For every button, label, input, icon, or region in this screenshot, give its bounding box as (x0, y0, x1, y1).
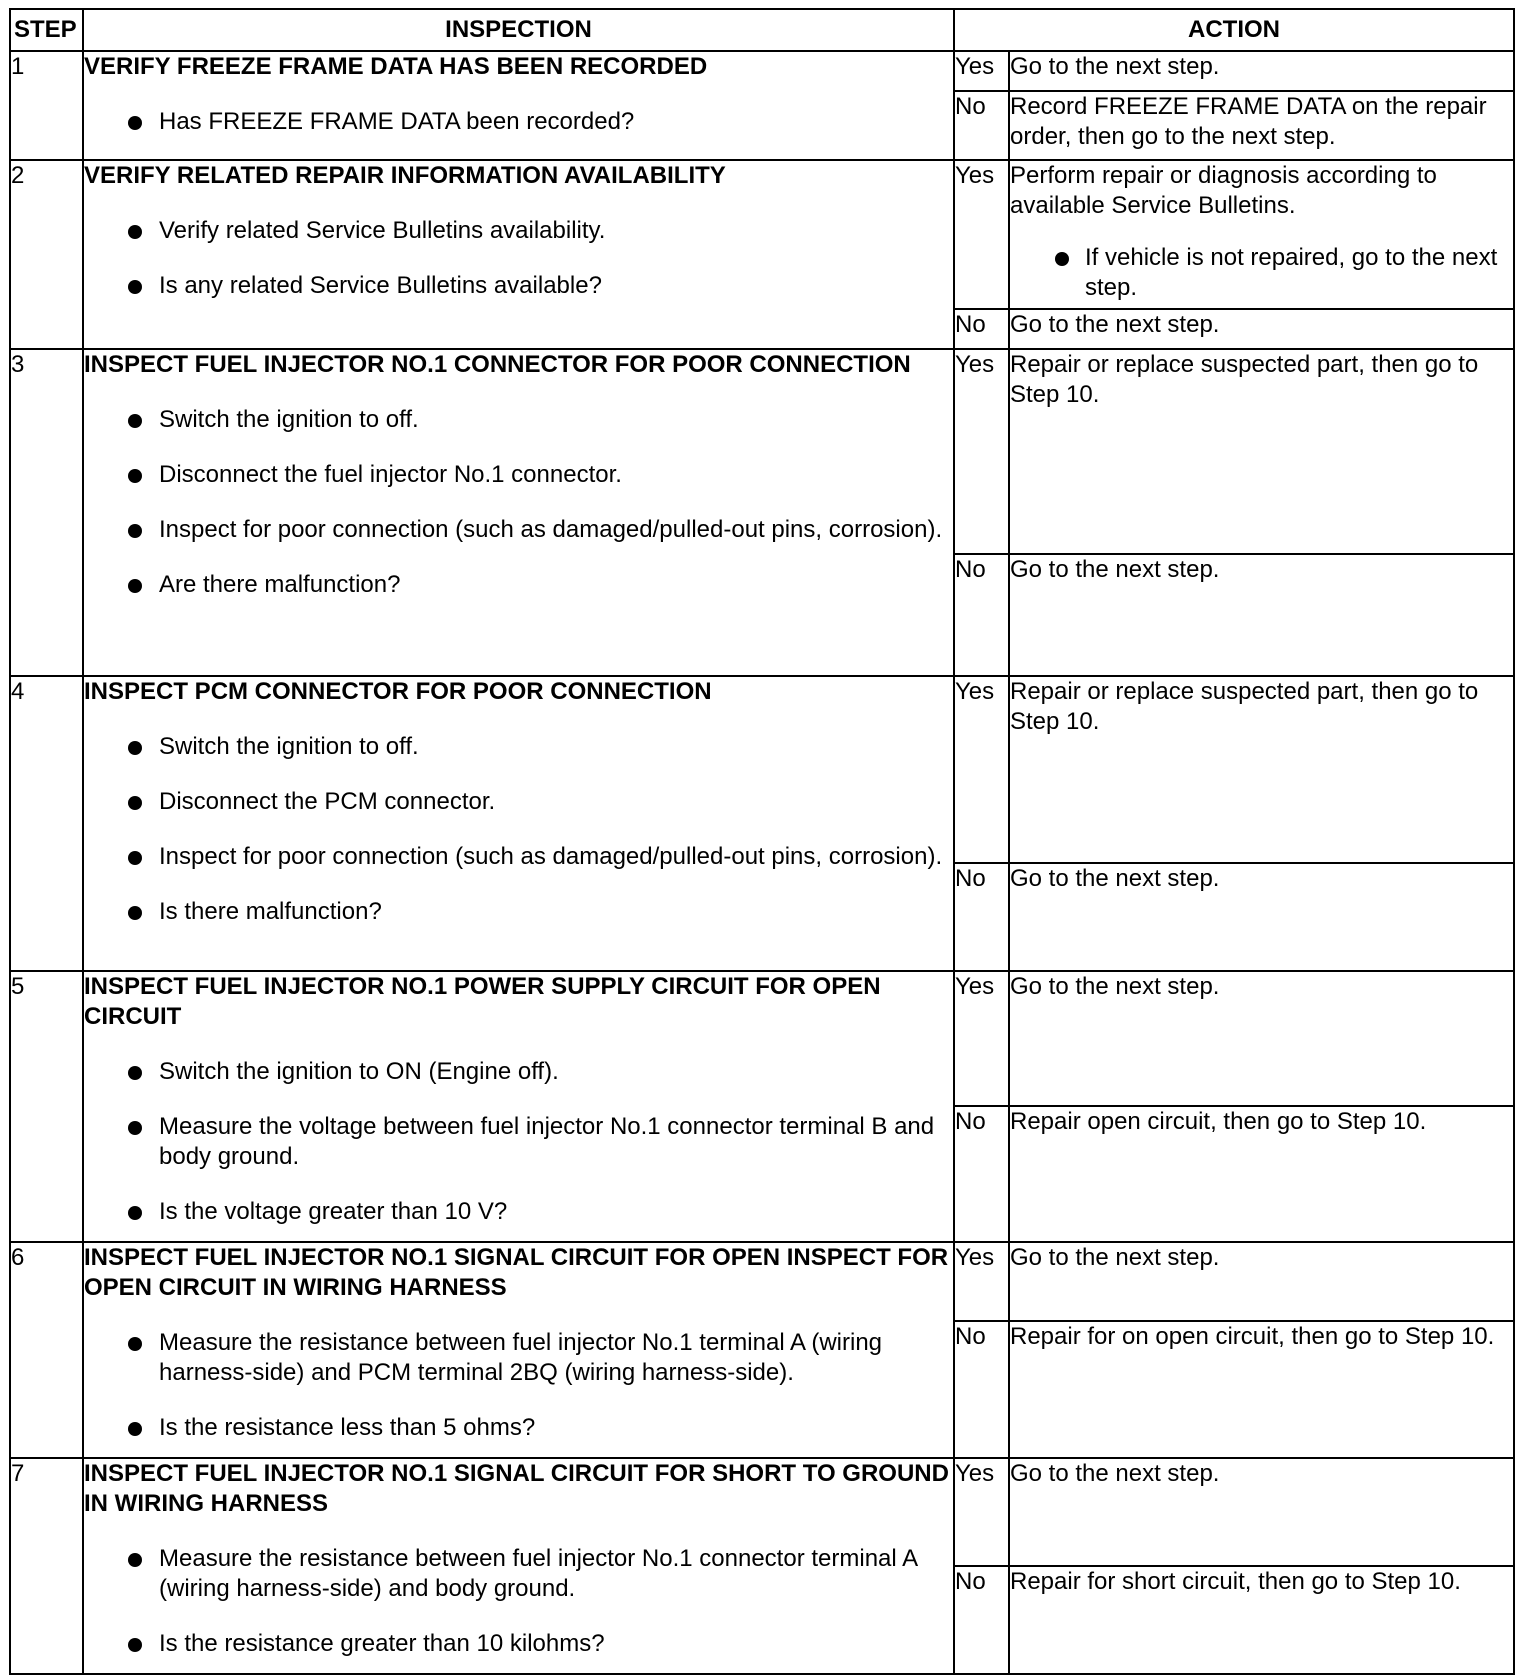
step-number: 5 (10, 971, 83, 1242)
no-label: No (954, 863, 1009, 971)
inspection-title: INSPECT FUEL INJECTOR NO.1 SIGNAL CIRCUIT FOR OPEN INSPECT FOR OPEN CIRCUIT IN WIRING HARNESS (84, 1243, 949, 1301)
yes-action: Go to the next step. (1009, 1458, 1514, 1566)
inspection-bullet: Is the resistance less than 5 ohms? (84, 1413, 953, 1443)
inspection-title: INSPECT FUEL INJECTOR NO.1 CONNECTOR FOR POOR CONNECTION (84, 350, 911, 378)
inspection-bullet: Is there malfunction? (84, 897, 953, 927)
inspection-column-header: INSPECTION (83, 9, 954, 51)
no-action: Record FREEZE FRAME DATA on the repair order, then go to the next step. (1009, 91, 1514, 160)
no-action: Repair for on open circuit, then go to Step 10. (1009, 1321, 1514, 1457)
inspection-title: INSPECT FUEL INJECTOR NO.1 POWER SUPPLY CIRCUIT FOR OPEN CIRCUIT (84, 973, 881, 1031)
step-row-yes (10, 51, 1514, 91)
inspection-title: INSPECT PCM CONNECTOR FOR POOR CONNECTION (84, 678, 712, 706)
step-row-yes (10, 1458, 1514, 1566)
header-row (10, 9, 1514, 51)
no-action: Go to the next step. (1009, 554, 1514, 676)
step-number: 4 (10, 676, 83, 971)
inspection-bullet: Measure the voltage between fuel injector No.1 connector terminal B and body ground. (84, 1112, 953, 1172)
yes-action: Repair or replace suspected part, then go to Step 10. (1009, 676, 1514, 863)
step-row-yes (10, 160, 1514, 308)
yes-label: Yes (954, 676, 1009, 863)
inspection-bullet: Measure the resistance between fuel injector No.1 terminal A (wiring harness-side) and PCM terminal 2BQ (wiring harness-side). (84, 1328, 953, 1388)
yes-action: Go to the next step. (1009, 1242, 1514, 1322)
yes-action-cell (1009, 160, 1514, 308)
no-action: Repair for short circuit, then go to Step 10. (1009, 1566, 1514, 1674)
inspection-bullet: Switch the ignition to off. (84, 405, 953, 435)
step-number: 2 (10, 160, 83, 349)
inspection-bullet: Inspect for poor connection (such as damaged/pulled-out pins, corrosion). (84, 515, 953, 545)
no-action: Go to the next step. (1009, 309, 1514, 349)
inspection-bullet: Verify related Service Bulletins availability. (84, 216, 953, 246)
no-label: No (954, 309, 1009, 349)
no-label: No (954, 1106, 1009, 1241)
step-number: 7 (10, 1458, 83, 1674)
yes-label: Yes (954, 349, 1009, 554)
step-column-header: STEP (10, 9, 83, 51)
inspection-bullet: Has FREEZE FRAME DATA been recorded? (84, 107, 953, 137)
inspection-cell (83, 1242, 954, 1458)
step-row-yes (10, 971, 1514, 1106)
yes-label: Yes (954, 1458, 1009, 1566)
step-row-yes (10, 349, 1514, 554)
action-bullet: If vehicle is not repaired, go to the next step. (1010, 243, 1513, 303)
yes-label: Yes (954, 51, 1009, 91)
inspection-cell (83, 1458, 954, 1674)
yes-action: Go to the next step. (1009, 51, 1514, 91)
no-label: No (954, 91, 1009, 160)
yes-label: Yes (954, 1242, 1009, 1322)
inspection-bullet: Switch the ignition to off. (84, 732, 953, 762)
inspection-bullet: Are there malfunction? (84, 570, 953, 600)
inspection-bullet: Is the resistance greater than 10 kilohms? (84, 1629, 953, 1659)
inspection-bullet: Inspect for poor connection (such as damaged/pulled-out pins, corrosion). (84, 842, 953, 872)
step-number: 6 (10, 1242, 83, 1458)
yes-action: Go to the next step. (1009, 971, 1514, 1106)
no-label: No (954, 554, 1009, 676)
inspection-bullet: Is the voltage greater than 10 V? (84, 1197, 953, 1227)
yes-label: Yes (954, 160, 1009, 308)
inspection-title: VERIFY FREEZE FRAME DATA HAS BEEN RECORDED (84, 53, 708, 80)
inspection-title: VERIFY RELATED REPAIR INFORMATION AVAILABILITY (84, 162, 726, 190)
inspection-cell (83, 51, 954, 160)
step-number: 1 (10, 51, 83, 160)
inspection-bullet: Is any related Service Bulletins available? (84, 271, 953, 301)
inspection-cell (83, 160, 954, 349)
inspection-cell (83, 349, 954, 676)
inspection-cell (83, 676, 954, 971)
action-column-header: ACTION (954, 9, 1514, 51)
inspection-cell (83, 971, 954, 1242)
step-number: 3 (10, 349, 83, 676)
diagnostic-table (9, 8, 1515, 1675)
step-row-yes (10, 1242, 1514, 1322)
inspection-bullet: Measure the resistance between fuel injector No.1 connector terminal A (wiring harness-side) and body ground. (84, 1544, 953, 1604)
inspection-bullet: Disconnect the PCM connector. (84, 787, 953, 817)
inspection-title: INSPECT FUEL INJECTOR NO.1 SIGNAL CIRCUIT FOR SHORT TO GROUND IN WIRING HARNESS (84, 1459, 949, 1517)
no-label: No (954, 1566, 1009, 1674)
yes-action: Repair or replace suspected part, then go to Step 10. (1009, 349, 1514, 554)
yes-label: Yes (954, 971, 1009, 1106)
yes-action: Perform repair or diagnosis according to available Service Bulletins. (1010, 162, 1437, 220)
no-action: Repair open circuit, then go to Step 10. (1009, 1106, 1514, 1241)
inspection-bullet: Switch the ignition to ON (Engine off). (84, 1057, 953, 1087)
step-row-yes (10, 676, 1514, 863)
no-label: No (954, 1321, 1009, 1457)
inspection-bullet: Disconnect the fuel injector No.1 connector. (84, 460, 953, 490)
no-action: Go to the next step. (1009, 863, 1514, 971)
